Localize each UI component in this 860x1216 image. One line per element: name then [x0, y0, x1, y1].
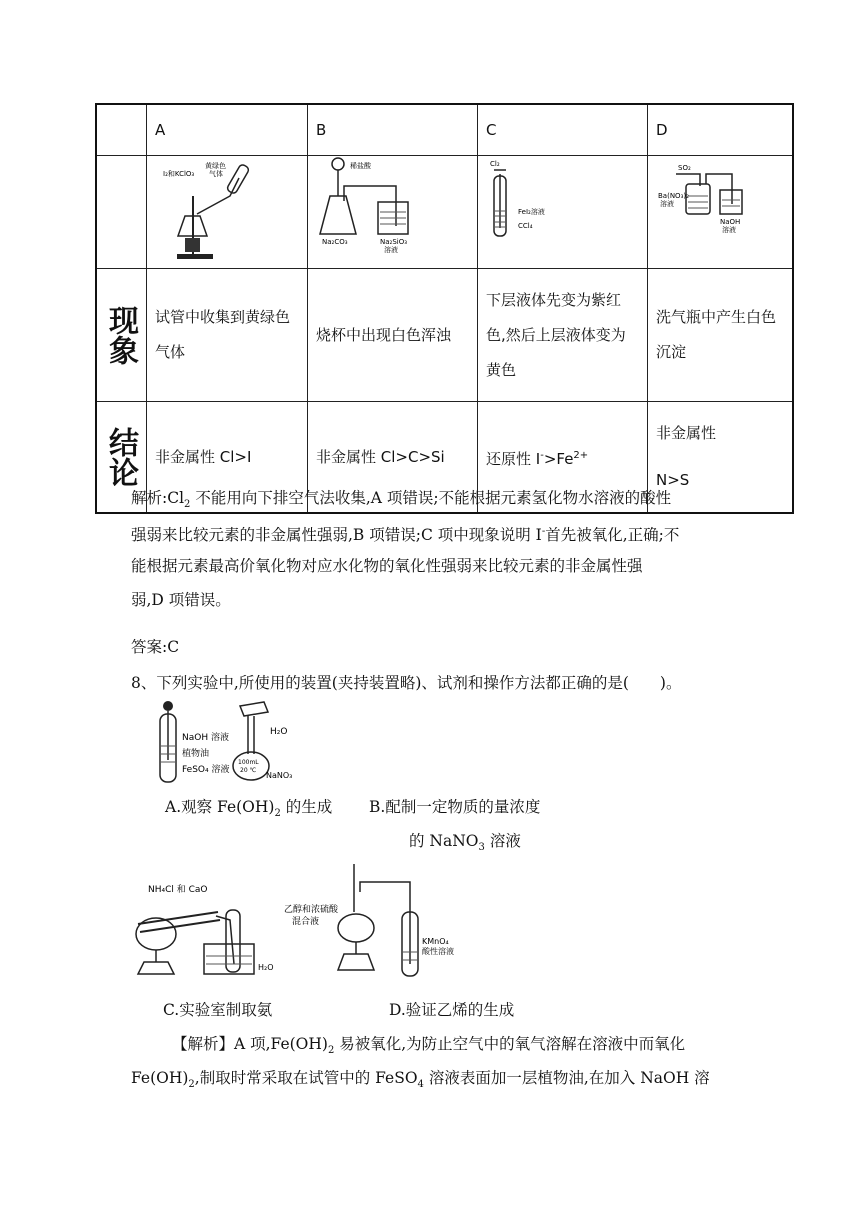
- label-b-silicate: Na₂SiO₃: [380, 238, 408, 246]
- label-d-naoh: NaOH: [720, 218, 741, 226]
- fig-b-label-water: H₂O: [270, 727, 288, 737]
- apparatus-b-diagram: [316, 156, 469, 264]
- header-cell-empty: [96, 104, 147, 156]
- label-c-ccl4: CCl₄: [518, 222, 533, 230]
- apparatus-d-diagram: [656, 156, 784, 264]
- label-a-reagent: I₂和KClO₃: [163, 170, 195, 178]
- label-c-gas: Cl₂: [490, 160, 500, 168]
- fig-a-label-oil: 植物油: [182, 749, 210, 759]
- phenomenon-row: [96, 269, 793, 402]
- apparatus-d-cell: [648, 156, 794, 269]
- apparatus-row: [96, 156, 793, 269]
- option-a-b: 的生成: [280, 798, 333, 816]
- conclusion-b: 非金属性 Cl>C>Si: [308, 402, 478, 514]
- conclusion-c-sup1: -: [540, 449, 544, 461]
- label-c-fei2: FeI₂溶液: [518, 208, 545, 216]
- fig-c-label-reagent: NH₄Cl 和 CaO: [148, 885, 208, 895]
- solution-line1-b: 易被氧化,为防止空气中的氧气溶解在溶液中而氧化: [334, 1035, 686, 1053]
- analysis-line2-a: 强弱来比较元素的非金属性强弱,B 项错误;C 项中现象说明 I: [131, 526, 542, 545]
- analysis-line1-b: 不能用向下排空气法收集,A 项错误;不能根据元素氢化物水溶液的酸性: [190, 489, 672, 507]
- header-cell-a: A: [147, 104, 308, 156]
- option-b-caption-line2: [409, 829, 521, 853]
- analysis-line2-b: 首先被氧化,正确;不: [545, 526, 680, 545]
- analysis-line-3: 能根据元素最高价氧化物对应水化物的氧化性强弱来比较元素的非金属性强: [131, 557, 643, 575]
- fig-d-label-kmno4: KMnO₄: [422, 937, 449, 946]
- fig-b-label-temp: 20 ℃: [240, 767, 257, 774]
- experiment-table: [95, 103, 794, 514]
- header-cell-b: B: [308, 104, 478, 156]
- solution-line1-a: 【解析】A 项,Fe(OH): [172, 1035, 328, 1053]
- label-d-solution: 溶液: [660, 200, 674, 208]
- option-a-caption: [165, 795, 332, 819]
- phenomenon-b: 烧杯中出现白色浑浊: [308, 269, 478, 402]
- apparatus-b-cell: [308, 156, 478, 269]
- conclusion-d-line2: N>S: [656, 471, 690, 489]
- label-a-gas2: 气体: [209, 170, 223, 178]
- table-header-row: [96, 104, 793, 156]
- phenomenon-c: 下层液体先变为紫红色,然后上层液体变为黄色: [478, 269, 648, 402]
- fig-d-label-acidic: 酸性溶液: [422, 947, 454, 956]
- header-cell-c: C: [478, 104, 648, 156]
- option-d-caption: D.验证乙烯的生成: [389, 1001, 515, 1019]
- solution-line1-sub: 2: [327, 1045, 335, 1057]
- question-8: 8、下列实验中,所使用的装置(夹持装置略)、试剂和操作方法都正确的是( )。: [131, 674, 682, 692]
- fig-d-label-mixture2: 混合液: [292, 917, 320, 927]
- apparatus-row-label: [96, 156, 147, 269]
- solution-line-2: [131, 1061, 710, 1102]
- solution-line2-sub: 2: [188, 1079, 195, 1091]
- conclusion-d-line1: 非金属性: [656, 424, 717, 442]
- option-b-line2-b: 溶液: [484, 832, 521, 850]
- apparatus-a-cell: [147, 156, 308, 269]
- analysis-line1-sub: 2: [184, 499, 191, 511]
- fig-a-label-naoh: NaOH 溶液: [182, 733, 229, 743]
- option-a-sub: 2: [274, 808, 281, 820]
- solution-line2-b: ,制取时常采取在试管中的 FeSO: [194, 1069, 418, 1087]
- apparatus-a-diagram: [155, 156, 299, 264]
- fig-b-label-volume: 100mL: [238, 759, 259, 766]
- conclusion-c-sup2: 2+: [573, 449, 589, 461]
- option-c-caption: C.实验室制取氨: [163, 1001, 273, 1019]
- phenomenon-a: 试管中收集到黄绿色气体: [147, 269, 308, 402]
- option-b-line2-a: 的 NaNO: [409, 832, 479, 850]
- label-b-solution: 溶液: [384, 246, 398, 254]
- apparatus-c-cell: [478, 156, 648, 269]
- option-b-line2-sub: 3: [478, 842, 485, 854]
- apparatus-c-diagram: [486, 156, 639, 264]
- conclusion-c-prefix: 还原性 I: [486, 449, 541, 468]
- label-b-carbonate: Na₂CO₃: [322, 238, 348, 246]
- analysis-line-4: 弱,D 项错误。: [131, 591, 231, 609]
- analysis-line1-a: 解析:Cl: [131, 489, 185, 507]
- label-d-naoh-solution: 溶液: [722, 226, 736, 234]
- fig-d-label-mixture: 乙醇和浓硫酸: [284, 905, 339, 915]
- label-d-banitrate: Ba(NO₃)₂: [658, 192, 689, 200]
- phenomenon-row-label: 现象: [96, 269, 147, 402]
- fig-b-label-nano3: NaNO₃: [266, 771, 293, 780]
- solution-line2-c: 溶液表面加一层植物油,在加入 NaOH 溶: [423, 1069, 710, 1087]
- solution-line2-a: Fe(OH): [131, 1069, 189, 1087]
- header-cell-d: D: [648, 104, 794, 156]
- fig-c-label-water: H₂O: [258, 963, 274, 972]
- phenomenon-d: 洗气瓶中产生白色沉淀: [648, 269, 794, 402]
- fig-a-label-feso4: FeSO₄ 溶液: [182, 765, 230, 775]
- solution-line2-sub2: 4: [417, 1079, 424, 1091]
- label-a-gas1: 黄绿色: [205, 162, 226, 170]
- label-b-acid: 稀盐酸: [350, 162, 371, 170]
- conclusion-row-label: 结论: [96, 402, 147, 514]
- analysis-line2-sup: -: [541, 526, 546, 537]
- analysis-line-2: [131, 515, 679, 552]
- label-d-so2: SO₂: [678, 164, 691, 172]
- option-b-caption-line1: B.配制一定物质的量浓度: [369, 798, 541, 816]
- option-a-a: A.观察 Fe(OH): [165, 798, 275, 816]
- figure-c-ammonia: [130, 862, 290, 980]
- figure-b-volumetric-flask: [224, 700, 314, 784]
- answer-text: 答案:C: [131, 638, 180, 656]
- conclusion-c-mid: >Fe: [543, 449, 574, 468]
- conclusion-a: 非金属性 Cl>I: [147, 402, 308, 514]
- figure-d-ethylene: [282, 860, 472, 980]
